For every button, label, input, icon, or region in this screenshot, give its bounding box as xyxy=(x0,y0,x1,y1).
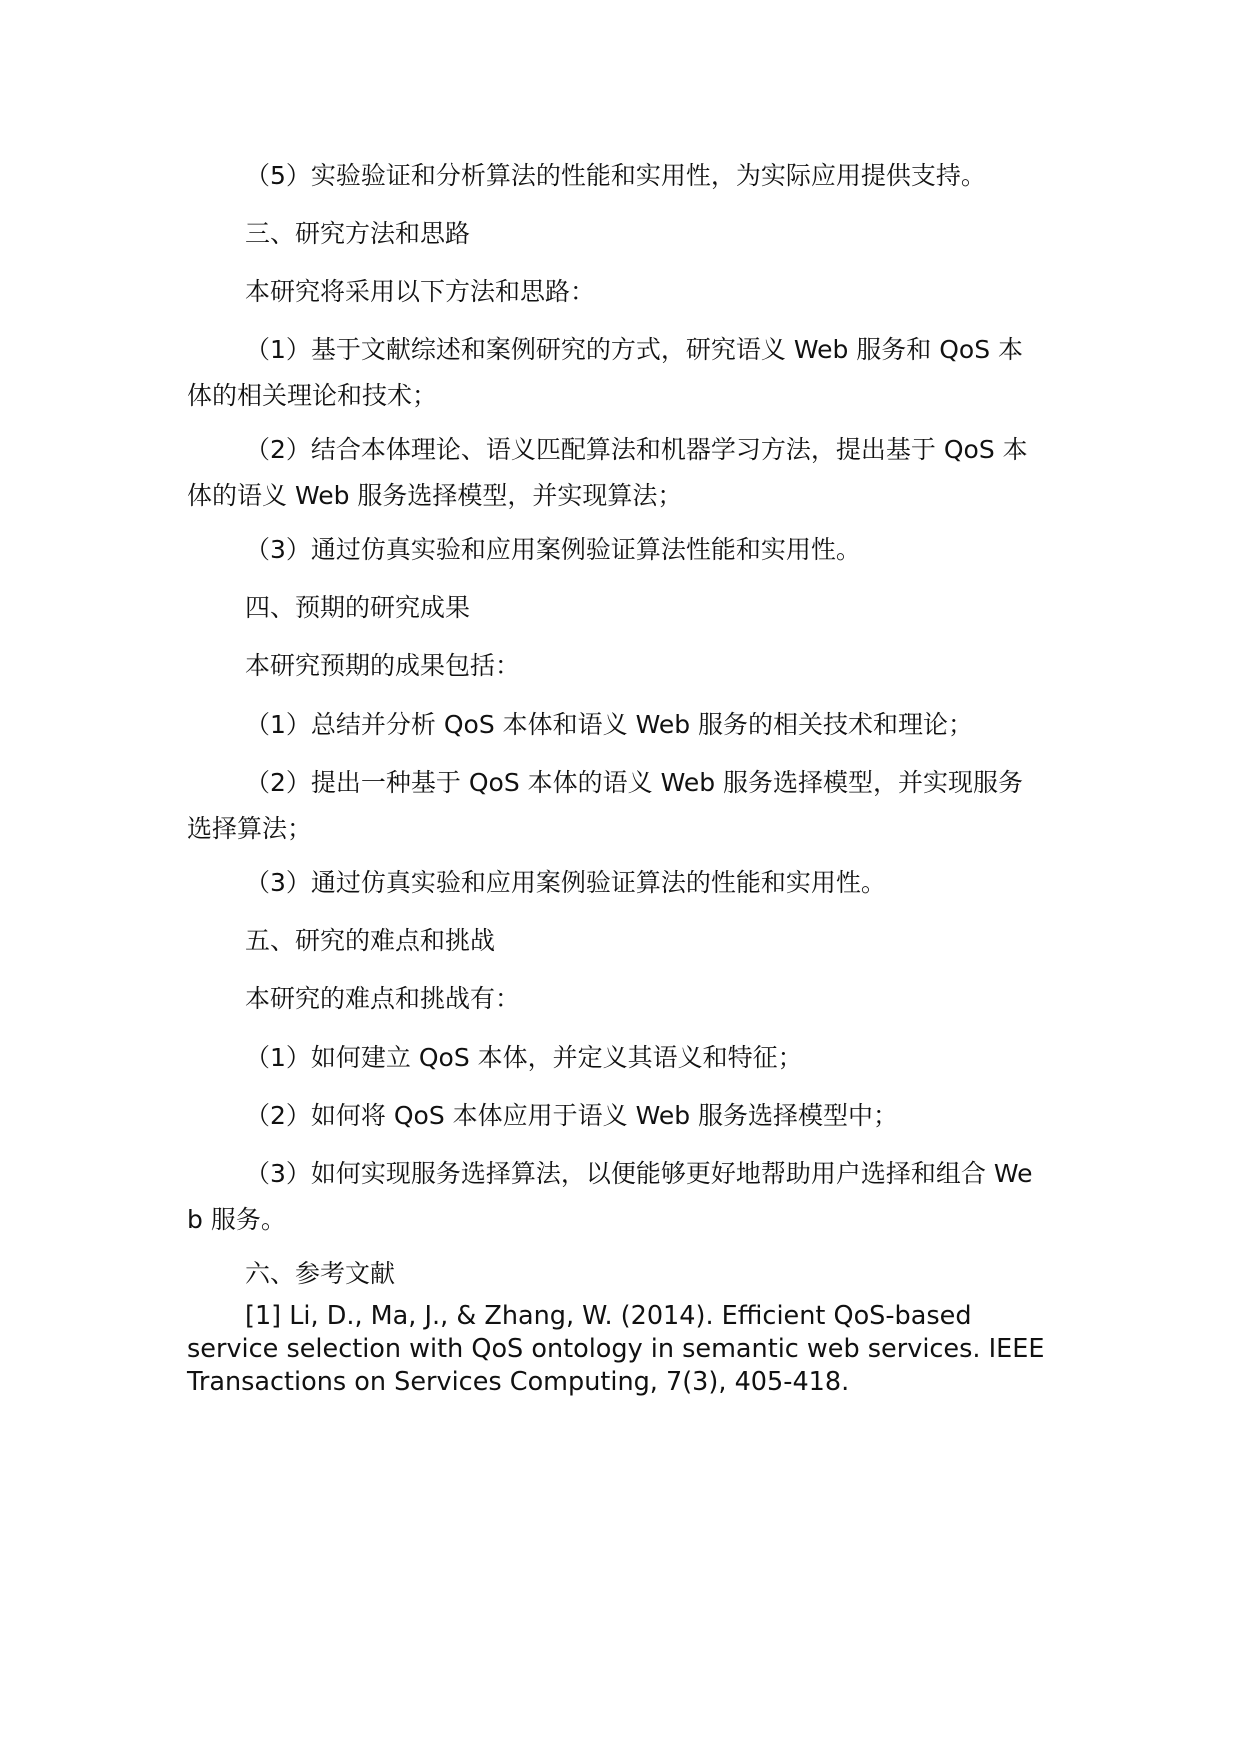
paragraph-outcomes-intro: 本研究预期的成果包括： xyxy=(245,651,521,680)
paragraph-method-1: （1）基于文献综述和案例研究的方式，研究语义 Web 服务和 QoS 本体的相关理论和技术； xyxy=(187,335,1024,410)
paragraph-outcome-2: （2）提出一种基于 QoS 本体的语义 Web 服务选择模型，并实现服务选择算法； xyxy=(187,768,1024,843)
paragraph-challenges-intro: 本研究的难点和挑战有： xyxy=(245,984,521,1013)
paragraph-outcome-1: （1）总结并分析 QoS 本体和语义 Web 服务的相关技术和理论； xyxy=(245,710,974,739)
section-heading-challenges: 五、研究的难点和挑战 xyxy=(245,926,496,955)
section-heading-outcomes: 四、预期的研究成果 xyxy=(245,593,471,622)
paragraph-method-3: （3）通过仿真实验和应用案例验证算法性能和实用性。 xyxy=(245,535,861,564)
section-heading-methods: 三、研究方法和思路 xyxy=(245,219,471,248)
paragraph-method-2: （2）结合本体理论、语义匹配算法和机器学习方法，提出基于 QoS 本体的语义 Web 服务选择模型，并实现算法； xyxy=(187,435,1028,510)
paragraph-challenge-3: （3）如何实现服务选择算法，以便能够更好地帮助用户选择和组合 Web 服务。 xyxy=(187,1159,1033,1234)
paragraph-challenge-1: （1）如何建立 QoS 本体，并定义其语义和特征； xyxy=(245,1043,803,1072)
paragraph-outcome-3: （3）通过仿真实验和应用案例验证算法的性能和实用性。 xyxy=(245,868,886,897)
paragraph-challenge-2: （2）如何将 QoS 本体应用于语义 Web 服务选择模型中； xyxy=(245,1101,899,1130)
paragraph-objective-5: （5）实验验证和分析算法的性能和实用性，为实际应用提供支持。 xyxy=(245,161,986,190)
paragraph-methods-intro: 本研究将采用以下方法和思路： xyxy=(245,277,596,306)
section-heading-references: 六、参考文献 xyxy=(245,1259,396,1288)
reference-entry-1: [1] Li, D., Ma, J., & Zhang, W. (2014). Efficient QoS-based service selection with QoS ontology in semantic web services. IEEE Transactions on Services Computing, 7(3), 405-418. xyxy=(187,1301,1045,1397)
